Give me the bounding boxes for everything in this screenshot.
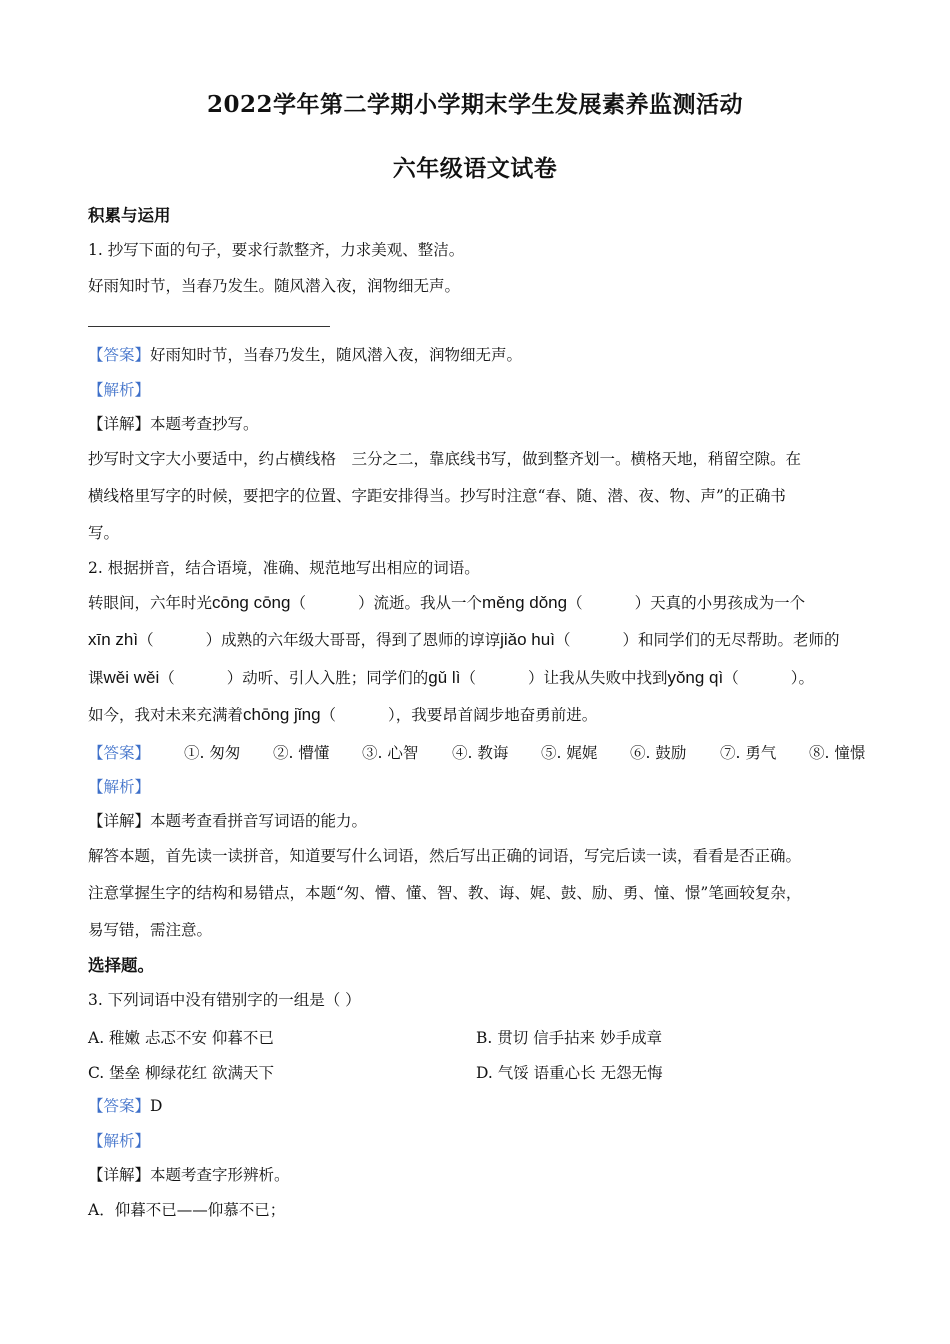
blank-open: （	[159, 669, 175, 687]
question-1-answer	[88, 345, 868, 365]
exam-subtitle: 六年级语文试卷	[392, 155, 558, 182]
option-a[interactable]: A. 稚嫩 忐忑不安 仰暮不已	[88, 1029, 274, 1047]
pinyin-prompt: měng dǒng	[482, 593, 568, 612]
section-heading-accumulation: 积累与运用	[88, 206, 171, 225]
pinyin-prompt: gǔ lì	[428, 668, 461, 687]
option-b[interactable]: B. 贯切 信手拈来 妙手成章	[476, 1029, 663, 1047]
blank-open: （	[320, 706, 337, 724]
question-2-passage-line	[88, 593, 868, 613]
question-1-detail	[88, 414, 868, 434]
question-1-sentence: 好雨知时节，当春乃发生。随风潜入夜，润物细无声。	[88, 277, 461, 295]
answer-item: ①. 匆匆	[184, 744, 241, 762]
detail-label: 【详解】	[88, 812, 151, 830]
answer-text: D	[150, 1097, 163, 1115]
question-2-passage-line	[88, 668, 868, 688]
question-2-prompt: 2. 根据拼音，结合语境，准确、规范地写出相应的词语。	[88, 559, 480, 577]
section-heading-multiple-choice: 选择题。	[88, 956, 154, 975]
answer-item: ⑧. 憧憬	[809, 744, 866, 762]
question-3-prompt: 3. 下列词语中没有错别字的一组是（ ）	[88, 991, 361, 1009]
option-d[interactable]: D. 气馁 语重心长 无怨无悔	[476, 1064, 663, 1082]
question-1-explanation-line: 抄写时文字大小要适中，约占横线格 三分之二，靠底线书写，做到整齐划一。横格天地，稍留空隙。在	[88, 450, 802, 468]
blank-open: （	[554, 631, 571, 649]
question-2-analysis-label: 【解析】	[88, 778, 151, 796]
passage-text: ）流逝。我从一个	[357, 594, 482, 612]
answer-label: 【答案】	[88, 346, 151, 364]
answer-writing-line	[88, 326, 330, 327]
question-2-explanation-line: 易写错，需注意。	[88, 921, 213, 939]
passage-text: 如今，我对未来充满着	[88, 706, 244, 724]
detail-text: 本题考查字形辨析。	[150, 1166, 290, 1184]
answer-item: ⑦. 勇气	[720, 744, 777, 762]
question-3-explanation-line: A．仰暮不已——仰慕不已；	[88, 1201, 286, 1219]
question-3-analysis-label: 【解析】	[88, 1132, 151, 1150]
answer-item: ③. 心智	[362, 744, 419, 762]
question-2-passage-line	[88, 705, 868, 725]
answer-item: ⑤. 娓娓	[541, 744, 598, 762]
question-3-answer	[88, 1096, 868, 1116]
pinyin-prompt: wěi wěi	[103, 668, 160, 687]
passage-text: ）动听、引人入胜；同学们的	[226, 669, 429, 687]
answer-text: 好雨知时节，当春乃发生，随风潜入夜，润物细无声。	[150, 346, 523, 364]
question-2-explanation-line: 解答本题，首先读一读拼音，知道要写什么词语，然后写出正确的词语，写完后读一读，看看是否正确。	[88, 847, 802, 865]
detail-text: 本题考查看拼音写词语的能力。	[150, 812, 368, 830]
question-1-prompt: 1. 抄写下面的句子，要求行款整齐，力求美观、整洁。	[88, 241, 465, 259]
detail-label: 【详解】	[88, 1166, 151, 1184]
question-3-detail	[88, 1165, 868, 1185]
passage-text: ）。	[790, 669, 815, 687]
pinyin-prompt: yǒng qì	[667, 668, 724, 687]
question-1-explanation-line: 写。	[88, 524, 120, 542]
option-c[interactable]: C. 堡垒 柳绿花红 欲满天下	[88, 1064, 275, 1082]
passage-text: ）成熟的六年级大哥哥，得到了恩师的谆谆	[205, 631, 501, 649]
pinyin-prompt: xīn zhì	[88, 630, 139, 649]
exam-title: 2022学年第二学期小学期末学生发展素养监测活动	[206, 91, 743, 118]
detail-label: 【详解】	[88, 415, 151, 433]
passage-text: 转眼间，六年时光	[88, 594, 213, 612]
pinyin-prompt: chōng jǐng	[243, 705, 321, 724]
answer-item: ②. 懵懂	[273, 744, 330, 762]
question-2-explanation-line: 注意掌握生字的结构和易错点，本题“匆、懵、懂、智、教、诲、娓、鼓、励、勇、憧、憬”笔画较复杂，	[88, 884, 802, 902]
blank-open: （	[567, 594, 583, 612]
pinyin-prompt: jiǎo huì	[500, 630, 555, 649]
blank-open: （	[460, 669, 476, 687]
passage-text: ），我要昂首阔步地奋勇前进。	[388, 706, 598, 724]
question-1-analysis-label: 【解析】	[88, 381, 151, 399]
detail-text: 本题考查抄写。	[150, 415, 259, 433]
blank-open: （	[723, 669, 739, 687]
pinyin-prompt: cōng cōng	[212, 593, 291, 612]
question-1-explanation-line: 横线格里写字的时候，要把字的位置、字距安排得当。抄写时注意“春、随、潜、夜、物、声”的正确书	[88, 487, 786, 505]
answer-item: ④. 教诲	[452, 744, 509, 762]
answer-label: 【答案】	[88, 1097, 151, 1115]
passage-text: ）天真的小男孩成为一个	[634, 594, 806, 612]
passage-text: ）和同学们的无尽帮助。老师的	[622, 631, 840, 649]
blank-open: （	[290, 594, 306, 612]
question-2-answer-label: 【答案】	[88, 744, 151, 762]
passage-text: ）让我从失败中找到	[527, 669, 668, 687]
answer-item: ⑥. 鼓励	[630, 744, 687, 762]
question-2-passage-line	[88, 630, 868, 650]
question-2-detail	[88, 811, 868, 831]
blank-open: （	[138, 631, 154, 649]
passage-text: 课	[88, 669, 104, 687]
